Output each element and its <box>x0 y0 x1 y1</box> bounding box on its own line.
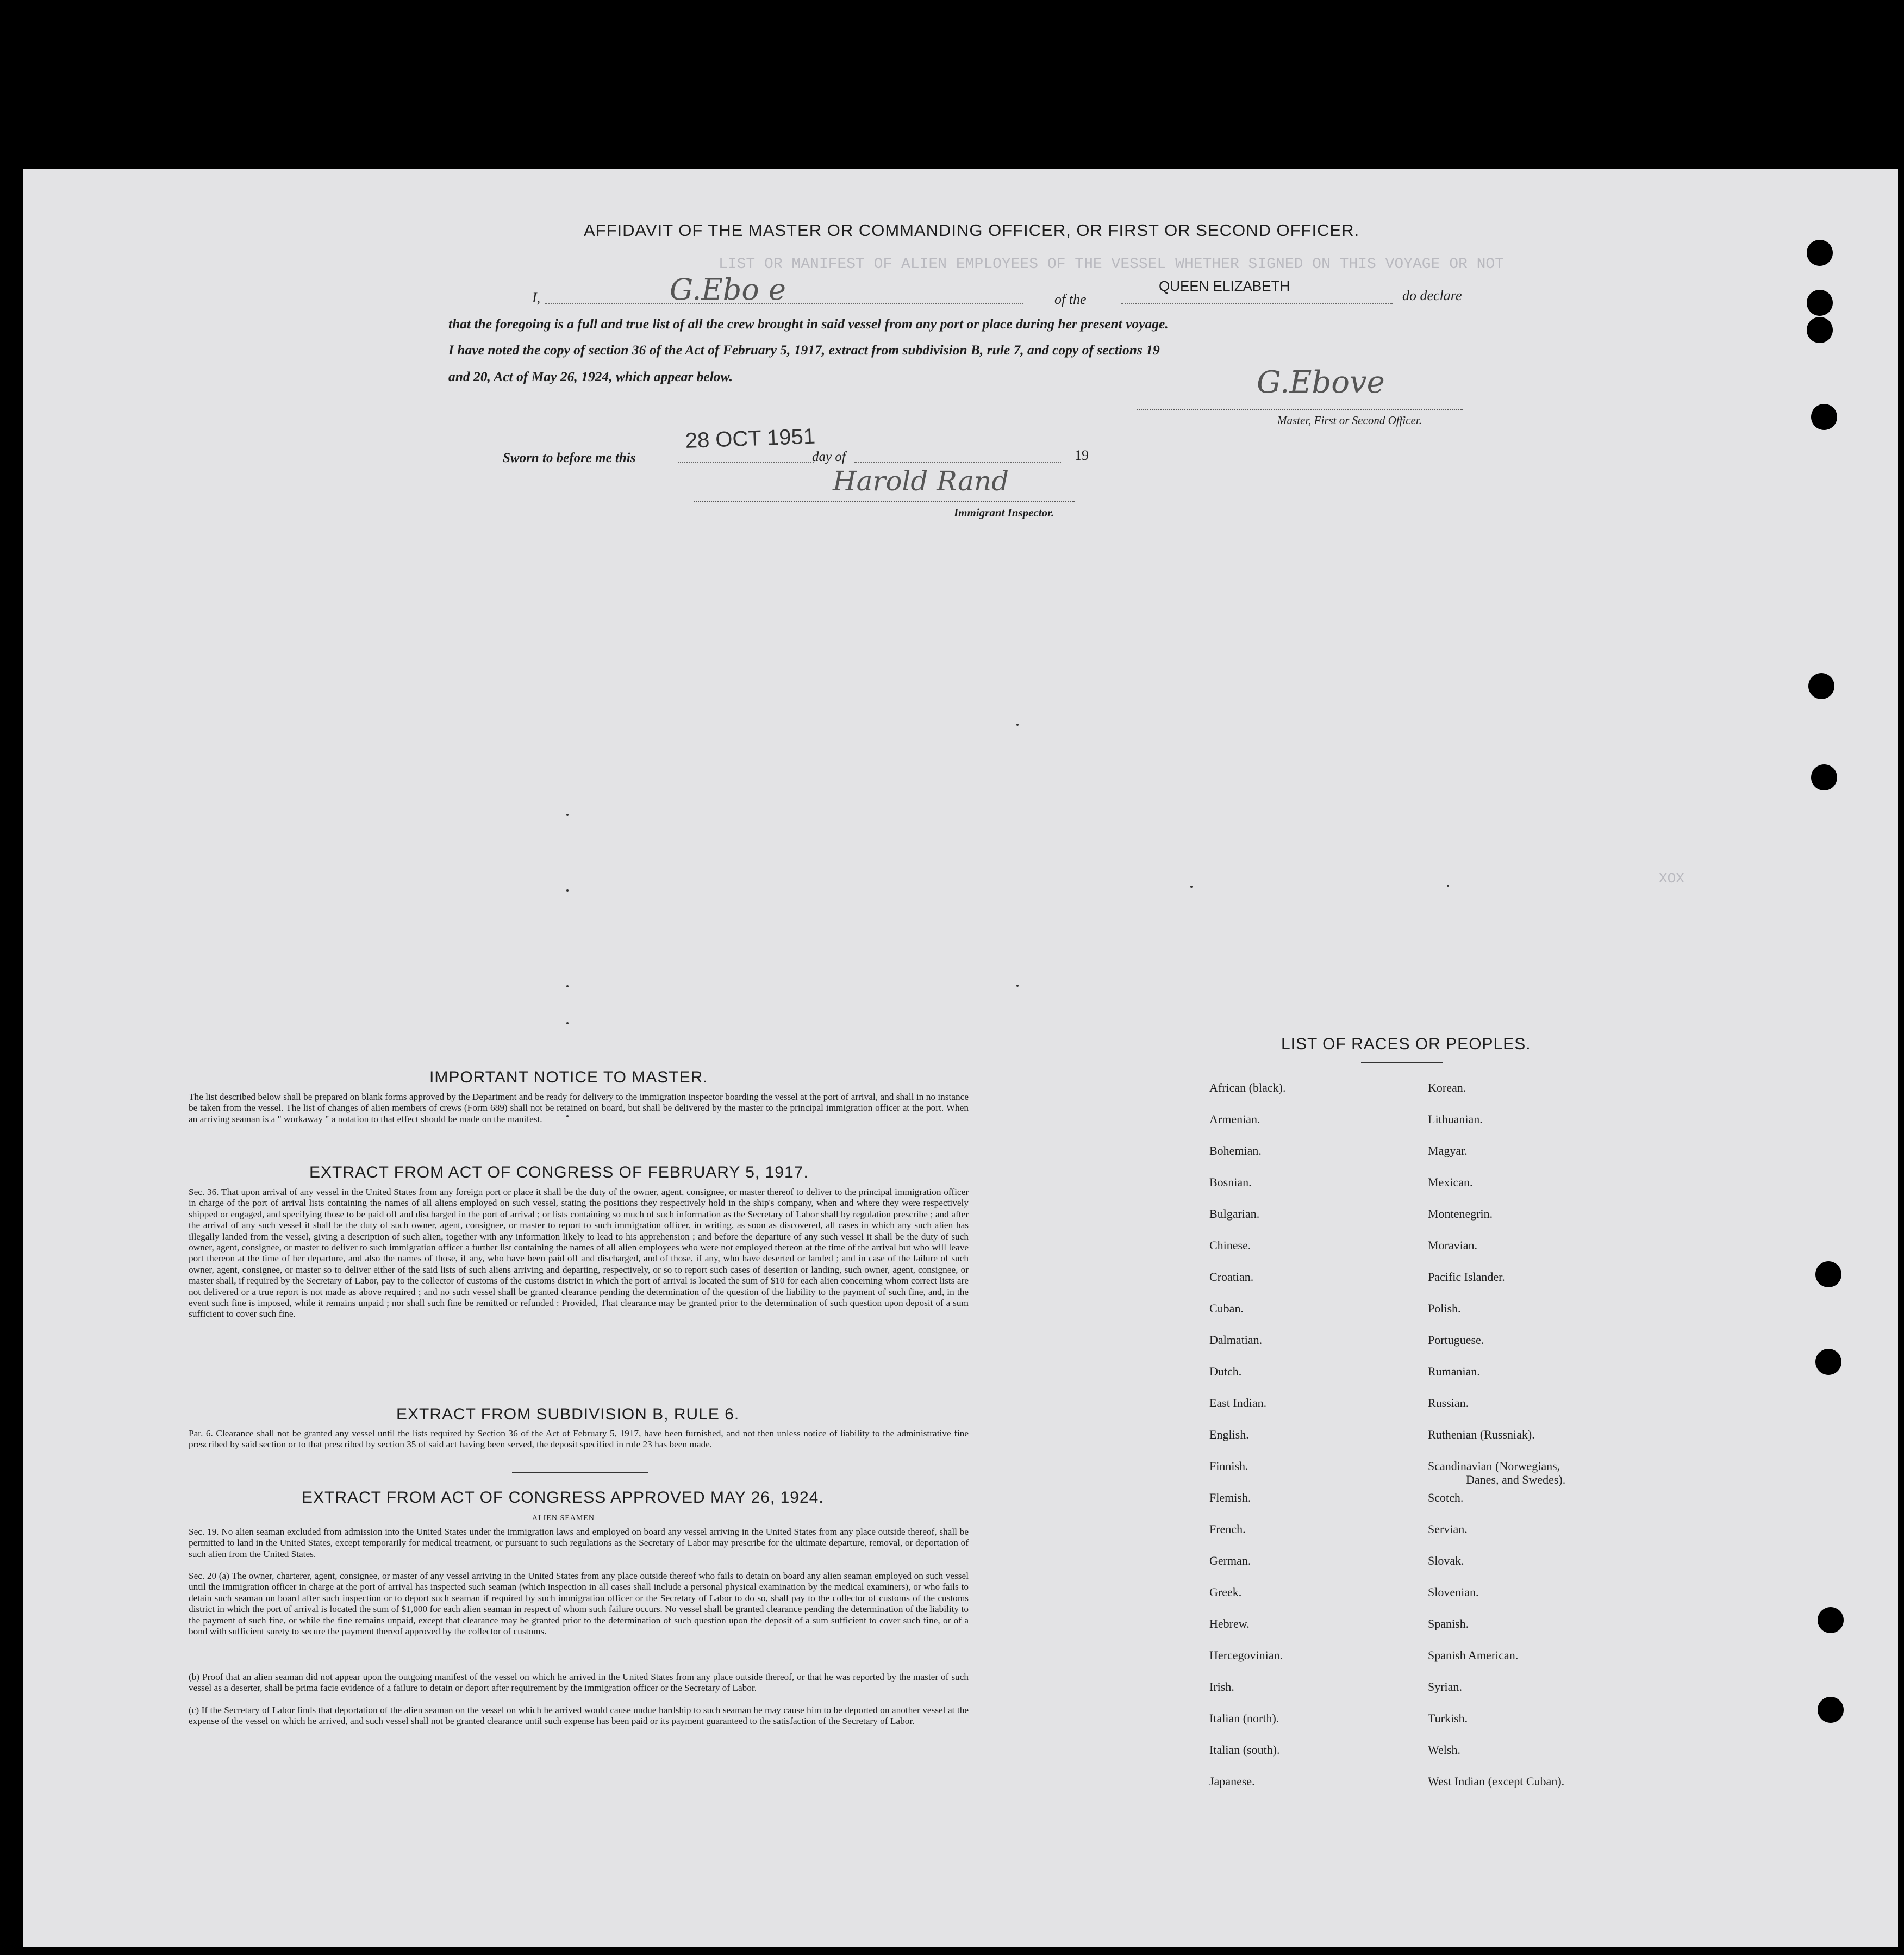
notice-text: The list described below shall be prepared on blank forms approved by the Department and be ready for delivery to the immigration inspector boarding the vessel at the port of arrival, and shall in no instance be taken from the vessel. The list of changes of alien members of crews (Form 689) shall not be retained on board, but shall be delivered by the master to the principal immigration officer at the port. When an arriving seaman is a " workaway " a notation to that effect should be made on the manifest. <box>189 1092 969 1124</box>
punch-hole <box>1818 1697 1844 1723</box>
race-item: Montenegrin. <box>1428 1207 1493 1221</box>
punch-hole <box>1815 1349 1841 1375</box>
alien-seamen-subtitle: ALIEN SEAMEN <box>532 1514 595 1522</box>
document-sheet <box>23 169 1898 1947</box>
punch-hole <box>1811 764 1837 790</box>
sec20b-text: (b) Proof that an alien seaman did not appear upon the outgoing manifest of the vessel on which he arrived in the United States from any place outside thereof, or that he was reported by the master of such vessel as a deserter, shall be prima facie evidence of a failure to detain or deport after requirement by the immigration officer or the Secretary of Labor. <box>189 1672 969 1693</box>
race-item: Chinese. <box>1209 1238 1251 1252</box>
race-item: West Indian (except Cuban). <box>1428 1775 1565 1788</box>
sworn-date-stamp: 28 OCT 1951 <box>685 424 816 453</box>
race-item: Korean. <box>1428 1081 1466 1094</box>
column-dot <box>566 1022 569 1024</box>
column-dot <box>566 985 569 987</box>
day-of-label: day of <box>812 450 846 464</box>
race-item: Hercegovinian. <box>1209 1648 1283 1662</box>
do-declare-label: do declare <box>1402 288 1462 303</box>
race-item: East Indian. <box>1209 1396 1267 1410</box>
extract-rule6-title: EXTRACT FROM SUBDIVISION B, RULE 6. <box>396 1405 740 1423</box>
race-item: German. <box>1209 1554 1251 1567</box>
punch-hole <box>1808 673 1834 699</box>
punch-hole <box>1815 1261 1841 1287</box>
extract-1917-text: Sec. 36. That upon arrival of any vessel in the United States from any foreign port or place it shall be the duty of the owner, agent, consignee, or master thereof to deliver to the principal immigration officer in charge of the port of arrival lists containing the names of all aliens employed on such vessel, stating the positions they respectively hold in the ship's company, when and where they were respectively shipped or engaged, and specifying those to be paid off and discharged in the port of arrival ; or lists containing so much of such information as the Secretary of Labor shall by regulation prescribe ; and after the arrival of any such vessel it shall be the duty of such owner, agent, consignee, or master to report to such immigration officer, in writing, as soon as discovered, all cases in which any such alien has illegally landed from the vessel, giving a description of such alien, together with any information likely to lead to his apprehension ; and before the departure of any such vessel it shall be the duty of such owner, agent, consignee, or master to deliver to such immigration officer a further list containing the names of all alien employees who were not employed thereon at the time of the arrival but who will leave port thereon at the time of her departure, and also the names of those, if any, who have been paid off and discharged, and of those, if any, who have deserted or landed ; and in case of the failure of such owner, agent, consignee, or master so to deliver either of the said lists of such aliens arriving and departing, respectively, or so to report such cases of desertion or landing, such owner, agent, consignee, or master shall, if required by the Secretary of Labor, pay to the collector of customs of the customs district in which the port of arrival is located the sum of $10 for each alien concerning whom correct lists are not delivered or a true report is not made as above required ; and no such vessel shall be granted clearance pending the determination of the question of the liability to the payment of such fine, and, in the event such fine is imposed, while it remains unpaid ; nor shall such fine be remitted or refunded : Provided, That clearance may be granted prior to the determination of such question upon deposit of a sum sufficient to cover such fine. <box>189 1187 969 1319</box>
race-item-continuation: Danes, and Swedes). <box>1466 1473 1566 1486</box>
race-item: African (black). <box>1209 1081 1286 1094</box>
extract-1917-title: EXTRACT FROM ACT OF CONGRESS OF FEBRUARY 5, 1917. <box>309 1163 809 1181</box>
punch-hole <box>1811 404 1837 430</box>
race-item: Italian (south). <box>1209 1743 1280 1757</box>
sec19-text: Sec. 19. No alien seaman excluded from admission into the United States under the immigration laws and employed on board any vessel arriving in the United States from any place outside thereof, shall be permitted to land in the United States, except temporarily for medical treatment, or pursuant to such regulations as the Secretary of Labor may prescribe for the ultimate departure, removal, or deportation of such alien from the United States. <box>189 1527 969 1559</box>
punch-hole <box>1807 240 1833 266</box>
punch-hole <box>1807 317 1833 343</box>
race-item: Pacific Islander. <box>1428 1270 1505 1284</box>
race-item: Japanese. <box>1209 1775 1255 1788</box>
bleed-through-mark: XOX <box>1659 870 1684 887</box>
race-item: French. <box>1209 1522 1246 1536</box>
race-item: Bosnian. <box>1209 1175 1252 1189</box>
race-item: Spanish American. <box>1428 1648 1519 1662</box>
affidavit-line-3: I have noted the copy of section 36 of the Act of February 5, 1917, extract from subdivision B, rule 7, and copy of sections 19 <box>448 342 1160 358</box>
race-item: Slovenian. <box>1428 1585 1479 1599</box>
bleed-through-header: LIST OR MANIFEST OF ALIEN EMPLOYEES OF THE VESSEL WHETHER SIGNED ON THIS VOYAGE OR NOT <box>719 256 1505 273</box>
race-item: Irish. <box>1209 1680 1234 1693</box>
punch-hole <box>1818 1607 1844 1633</box>
inspector-caption: Immigrant Inspector. <box>954 506 1054 519</box>
race-item: Greek. <box>1209 1585 1242 1599</box>
column-dot <box>1016 724 1019 726</box>
inspector-signature: Harold Rand <box>833 465 1009 497</box>
master-signature: G.Ebove <box>1257 365 1385 400</box>
race-item: Lithuanian. <box>1428 1112 1483 1126</box>
race-item: Rumanian. <box>1428 1365 1480 1378</box>
race-item: Mexican. <box>1428 1175 1473 1189</box>
sworn-date-line <box>678 462 814 463</box>
column-dot <box>1447 885 1449 887</box>
race-item: Russian. <box>1428 1396 1469 1410</box>
race-item: Cuban. <box>1209 1302 1244 1315</box>
race-item: Scandinavian (Norwegians, <box>1428 1459 1560 1473</box>
affidavit-line-2: that the foregoing is a full and true list of all the crew brought in said vessel from any port or place during her present voyage. <box>448 316 1169 332</box>
extract-rule6-text: Par. 6. Clearance shall not be granted any vessel until the lists required by Section 36 of the Act of February 5, 1917, have been furnished, and not then unless notice of liability to the administrative fine prescribed by said section or to that prescribed by section 35 of said act having been served, the deposit specified in rule 23 has been made. <box>189 1428 969 1450</box>
column-dot <box>566 814 569 816</box>
race-item: Servian. <box>1428 1522 1468 1536</box>
master-caption: Master, First or Second Officer. <box>1277 414 1422 427</box>
race-item: Croatian. <box>1209 1270 1254 1284</box>
race-item: Scotch. <box>1428 1491 1464 1504</box>
extract-1924-title: EXTRACT FROM ACT OF CONGRESS APPROVED MAY 26, 1924. <box>302 1489 824 1506</box>
column-dot <box>1190 886 1193 888</box>
punch-hole <box>1807 290 1833 316</box>
of-the-label: of the <box>1054 291 1087 307</box>
race-item: Polish. <box>1428 1302 1461 1315</box>
vessel-line <box>1121 303 1393 304</box>
race-item: Turkish. <box>1428 1711 1468 1725</box>
race-item: Hebrew. <box>1209 1617 1250 1630</box>
affidavit-title: AFFIDAVIT OF THE MASTER OR COMMANDING OFFICER, OR FIRST OR SECOND OFFICER. <box>584 221 1360 240</box>
sec20c-text: (c) If the Secretary of Labor finds that deportation of the alien seaman on the vessel on which he arrived would cause undue hardship to such seaman he may cause him to be deported on another vessel at the expense of the vessel on which he arrived, and such vessel shall not be granted clearance until such expense has been paid or its payment guaranteed to the satisfaction of the Secretary of Labor. <box>189 1705 969 1727</box>
notice-title: IMPORTANT NOTICE TO MASTER. <box>429 1068 708 1086</box>
races-title: LIST OF RACES OR PEOPLES. <box>1281 1035 1531 1053</box>
inspector-signature-line <box>694 501 1075 502</box>
race-item: Syrian. <box>1428 1680 1462 1693</box>
race-item: Dutch. <box>1209 1365 1242 1378</box>
race-item: Slovak. <box>1428 1554 1464 1567</box>
column-dot <box>1016 985 1019 987</box>
race-item: Portuguese. <box>1428 1333 1484 1347</box>
section-divider <box>512 1472 648 1473</box>
race-item: Moravian. <box>1428 1238 1478 1252</box>
sec20a-text: Sec. 20 (a) The owner, charterer, agent, consignee, or master of any vessel arriving in the United States from any place outside thereof who fails to detain on board any alien seaman employed on such vessel until the immigration officer in charge at the port of arrival has inspected such seaman (which inspection in all cases shall include a personal physical examination by the medical examiners), or who fails to detain such seaman on board after such inspection or to deport such seaman if required by such immigration officer or the Secretary of Labor to do so, shall pay to the collector of customs of the customs district in which the port of arrival is located the sum of $1,000 for each alien seaman in respect of whom such failure occurs. No vessel shall be granted clearance pending the determination of the liability to the payment of such fine, or while the fine remains unpaid, except that clearance may be granted prior to the determination of such question upon the deposit of a sum sufficient to cover such fine, or of a bond with sufficient surety to secure the payment thereof approved by the collector of customs. <box>189 1571 969 1637</box>
year-prefix: 19 <box>1075 447 1089 463</box>
race-item: Finnish. <box>1209 1459 1248 1473</box>
race-item: Italian (north). <box>1209 1711 1279 1725</box>
race-item: Spanish. <box>1428 1617 1469 1630</box>
affidavit-i-label: I, <box>532 290 541 306</box>
races-title-underline <box>1361 1062 1443 1063</box>
column-dot <box>566 889 569 892</box>
master-signature-line <box>1137 409 1463 410</box>
sworn-label: Sworn to before me this <box>503 451 636 465</box>
month-line <box>854 462 1061 463</box>
race-item: Bohemian. <box>1209 1144 1262 1157</box>
race-item: Flemish. <box>1209 1491 1251 1504</box>
race-item: English. <box>1209 1428 1249 1441</box>
affidavit-line-4: and 20, Act of May 26, 1924, which appear below. <box>448 369 733 384</box>
race-item: Welsh. <box>1428 1743 1460 1757</box>
race-item: Dalmatian. <box>1209 1333 1263 1347</box>
officer-signature: G.Ebo e <box>670 272 786 307</box>
race-item: Magyar. <box>1428 1144 1468 1157</box>
race-item: Ruthenian (Russniak). <box>1428 1428 1535 1441</box>
vessel-name: QUEEN ELIZABETH <box>1159 278 1290 294</box>
race-item: Bulgarian. <box>1209 1207 1260 1221</box>
race-item: Armenian. <box>1209 1112 1260 1126</box>
